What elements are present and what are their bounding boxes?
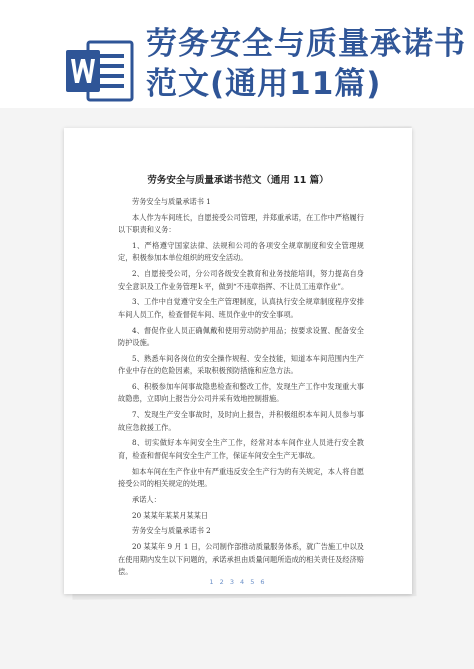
paragraph: 劳务安全与质量承诺书 1 xyxy=(132,197,211,206)
document-body xyxy=(118,196,364,582)
paragraph: 1、严格遵守国家法律、法规和公司的各项安全规章制度和安全管理规定，积极参加本单位组织的班安全活动。 xyxy=(118,241,364,263)
page-numbers: 1 2 3 4 5 6 xyxy=(209,578,267,586)
paragraph: 20 某某年 9 月 1 日，公司制作部推动质量服务体系，就广告施工中以及在使用期内发生以下问题的，承诺承担由质量问题所造成的相关责任及经济赔偿。 xyxy=(118,542,364,577)
paragraph: 6、积极参加车间事故隐患检查和整改工作，发现生产工作中发现重大事故隐患，立即向上报告分公司并采有效地控制措施。 xyxy=(118,382,364,404)
paragraph: 7、发现生产安全事故时，及时向上报告，并积极组织本车间人员参与事故应急救援工作。 xyxy=(118,410,364,432)
signature-label: 承诺人： xyxy=(132,494,161,504)
paragraph: 2、自愿接受公司，分公司各级安全教育和业务技能培训，努力提高自身安全意识及工作业务管理ｋ平，做到“不违章指挥、不让员工违章作业”。 xyxy=(118,269,364,291)
paragraph: 5、熟悉车间各岗位的安全操作规程、安全技能，知道本车间范围内生产作业中存在的危险因素，采取积极预防措施和应急方法。 xyxy=(118,353,364,376)
banner xyxy=(0,0,474,110)
paragraph: 4、督促作业人员正确佩戴和使用劳动防护用品；按要求设置、配备安全防护设施。 xyxy=(118,325,364,348)
banner-title: 劳务安全与质量承诺书范文(通用11篇) xyxy=(146,26,466,102)
document-page xyxy=(64,128,412,594)
document-title: 劳务安全与质量承诺书范文（通用 11 篇） xyxy=(147,175,329,186)
paragraph: 8、切实做好本车间安全生产工作，经常对本车间作业人员进行安全教育，检查和督促车间安全生产工作，保证车间安全生产无事故。 xyxy=(118,438,364,460)
date-line: 20 某某年某某月某某日 xyxy=(132,510,209,520)
word-document-icon xyxy=(64,40,134,102)
paragraph: 劳务安全与质量承诺书 2 xyxy=(132,526,211,536)
paragraph: 如本车间在生产作业中有严重违反安全生产行为的有关规定，本人将自愿接受公司的相关规定的处理。 xyxy=(118,466,364,489)
paragraph: 本人作为车间班长，自愿接受公司管理，并郑重承诺，在工作中严格履行以下职责和义务： xyxy=(118,212,364,235)
paragraph: 3、工作中自觉遵守安全生产管理制度，认真执行安全规章制度程序安排车间人员工作，检查督促车间、班员作业中的安全事项。 xyxy=(118,297,364,319)
